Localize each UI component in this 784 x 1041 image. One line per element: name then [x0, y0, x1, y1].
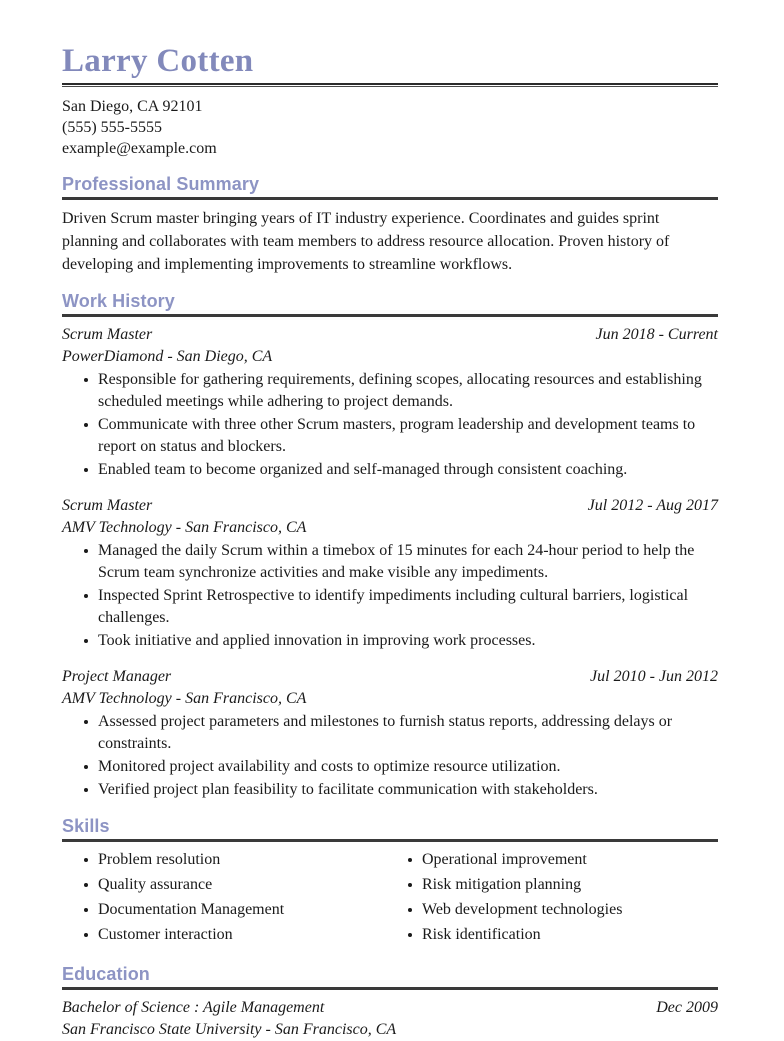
job-bullet: Responsible for gathering requirements, defining scopes, allocating resources and establishing scheduled meetings while adhering to project demands. [62, 369, 718, 413]
section-divider-summary [62, 197, 718, 200]
skill-item: Problem resolution [62, 849, 390, 871]
job-bullet: Monitored project availability and costs to optimize resource utilization. [62, 756, 718, 778]
job-title: Scrum Master [62, 497, 153, 514]
skill-item: Web development technologies [390, 899, 718, 921]
skill-item: Operational improvement [390, 849, 718, 871]
job-bullet: Took initiative and applied innovation in improving work processes. [62, 630, 718, 652]
skills-list-right [390, 849, 718, 946]
education-header [62, 997, 718, 1019]
job-entry [62, 324, 718, 481]
section-title-education: Education [62, 964, 150, 984]
section-divider-skills [62, 839, 718, 842]
job-title: Project Manager [62, 668, 172, 685]
job-title: Scrum Master [62, 326, 153, 343]
skill-item: Quality assurance [62, 874, 390, 896]
section-professional-summary [62, 173, 718, 276]
job-company: AMV Technology - San Francisco, CA [62, 690, 307, 707]
section-divider-education [62, 987, 718, 990]
section-title-summary: Professional Summary [62, 174, 260, 194]
job-dates: Jul 2010 - Jun 2012 [590, 668, 718, 685]
job-header [62, 666, 718, 688]
contact-phone: (555) 555-5555 [62, 119, 162, 136]
candidate-name: Larry Cotten [62, 43, 254, 79]
section-title-work-history: Work History [62, 291, 175, 311]
job-bullet: Enabled team to become organized and self-managed through consistent coaching. [62, 459, 718, 481]
job-dates: Jul 2012 - Aug 2017 [587, 497, 718, 514]
job-bullet-list [62, 369, 718, 481]
job-bullet: Communicate with three other Scrum masters, program leadership and development teams to report on status and blockers. [62, 414, 718, 458]
section-skills [62, 815, 718, 949]
skills-column-right [390, 849, 718, 949]
section-divider-work-history [62, 314, 718, 317]
skills-grid [62, 849, 718, 949]
job-bullet-list [62, 540, 718, 652]
job-dates: Jun 2018 - Current [595, 326, 718, 343]
skills-column-left [62, 849, 390, 949]
skill-item: Risk mitigation planning [390, 874, 718, 896]
job-header [62, 495, 718, 517]
education-date: Dec 2009 [656, 999, 718, 1016]
summary-text: Driven Scrum master bringing years of IT industry experience. Coordinates and guides sprint planning and collaborates with team members to address resource allocation. Proven history of developing and implementing improvements to streamline workflows. [62, 210, 670, 273]
contact-address: San Diego, CA 92101 [62, 98, 203, 115]
section-title-skills: Skills [62, 816, 110, 836]
job-entry [62, 666, 718, 801]
skills-list-left [62, 849, 390, 946]
contact-email: example@example.com [62, 140, 217, 157]
section-work-history [62, 290, 718, 801]
job-company: AMV Technology - San Francisco, CA [62, 519, 307, 536]
job-bullet: Inspected Sprint Retrospective to identify impediments including cultural barriers, logistical challenges. [62, 585, 718, 629]
education-degree: Bachelor of Science : Agile Management [62, 999, 325, 1016]
section-education [62, 963, 718, 1041]
job-header [62, 324, 718, 346]
job-bullet-list [62, 711, 718, 801]
skill-item: Risk identification [390, 924, 718, 946]
job-bullet: Verified project plan feasibility to facilitate communication with stakeholders. [62, 779, 718, 801]
job-bullet: Assessed project parameters and milestones to furnish status reports, addressing delays or constraints. [62, 711, 718, 755]
skill-item: Customer interaction [62, 924, 390, 946]
job-bullet: Managed the daily Scrum within a timebox of 15 minutes for each 24-hour period to help the Scrum team synchronize activities and make visible any impediments. [62, 540, 718, 584]
skill-item: Documentation Management [62, 899, 390, 921]
job-company: PowerDiamond - San Diego, CA [62, 348, 273, 365]
job-entry [62, 495, 718, 652]
resume-header [62, 42, 718, 159]
header-divider [62, 83, 718, 87]
education-entry [62, 997, 718, 1041]
resume-content [62, 42, 718, 1041]
education-school: San Francisco State University - San Francisco, CA [62, 1021, 397, 1038]
